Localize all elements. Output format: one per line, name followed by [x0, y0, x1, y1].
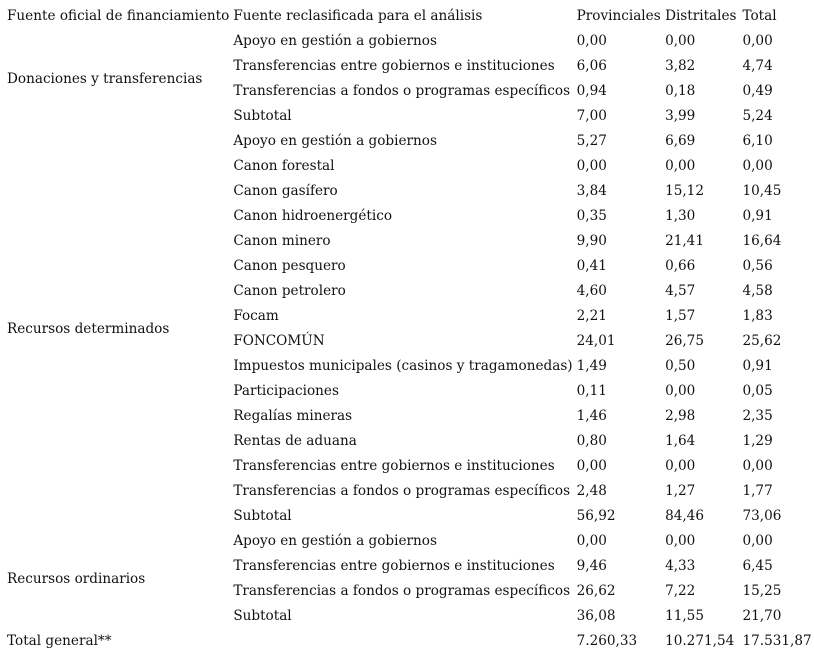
total-cell: 6,10 [742, 133, 773, 149]
distritales-cell: 21,41 [665, 233, 704, 249]
total-cell: 1,83 [742, 308, 773, 324]
source-cell: Transferencias entre gobiernos e instituciones [233, 458, 555, 474]
distritales-cell: 1,64 [665, 433, 696, 449]
source-cell: Apoyo en gestión a gobiernos [233, 533, 437, 549]
source-cell: Canon minero [233, 233, 331, 249]
distritales-cell: 1,57 [665, 308, 696, 324]
total-cell: 0,56 [742, 258, 773, 274]
group-label: Recursos determinados [7, 320, 170, 337]
provinciales-cell: 0,35 [576, 208, 607, 224]
table-row [5, 129, 814, 154]
total-provinciales: 7.260,33 [576, 633, 638, 649]
source-cell: Subtotal [233, 108, 292, 124]
total-cell: 0,05 [742, 383, 773, 399]
provinciales-cell: 26,62 [576, 583, 616, 599]
provinciales-cell: 0,94 [576, 83, 607, 99]
source-cell: FONCOMÚN [233, 333, 325, 349]
distritales-cell: 3,99 [665, 108, 696, 124]
total-cell: 4,58 [742, 283, 773, 299]
total-cell: 0,00 [742, 458, 773, 474]
financing-table [5, 4, 814, 654]
header-row [5, 4, 814, 29]
total-cell: 0,91 [742, 358, 773, 374]
source-cell: Transferencias entre gobiernos e instituciones [233, 58, 555, 74]
total-cell: 0,00 [742, 33, 773, 49]
provinciales-cell: 7,00 [576, 108, 607, 124]
source-cell: Apoyo en gestión a gobiernos [233, 33, 437, 49]
table-row [5, 529, 814, 554]
source-cell: Transferencias a fondos o programas específicos [233, 83, 571, 99]
distritales-cell: 3,82 [665, 58, 696, 74]
source-cell: Transferencias a fondos o programas específicos [233, 583, 571, 599]
total-empty-cell [231, 629, 574, 654]
header-distritales: Distritales [665, 8, 737, 24]
provinciales-cell: 2,48 [576, 483, 607, 499]
total-cell: 4,74 [742, 58, 773, 74]
provinciales-cell: 0,00 [576, 158, 607, 174]
provinciales-cell: 9,90 [576, 233, 607, 249]
table-row [5, 29, 814, 54]
provinciales-cell: 5,27 [576, 133, 607, 149]
total-cell: 15,25 [742, 583, 782, 599]
distritales-cell: 15,12 [665, 183, 704, 199]
total-cell: 10,45 [742, 183, 782, 199]
distritales-cell: 0,50 [665, 358, 696, 374]
distritales-cell: 1,30 [665, 208, 696, 224]
provinciales-cell: 0,80 [576, 433, 607, 449]
total-cell: 2,35 [742, 408, 773, 424]
distritales-cell: 11,55 [665, 608, 704, 624]
total-row [5, 629, 814, 654]
total-cell: 6,45 [742, 558, 773, 574]
header-fuente-reclasificada: Fuente reclasificada para el análisis [233, 8, 483, 24]
distritales-cell: 4,57 [665, 283, 696, 299]
total-cell: 16,64 [742, 233, 782, 249]
provinciales-cell: 0,11 [576, 383, 607, 399]
source-cell: Participaciones [233, 383, 339, 399]
total-cell: 1,77 [742, 483, 773, 499]
provinciales-cell: 1,49 [576, 358, 607, 374]
provinciales-cell: 0,00 [576, 458, 607, 474]
distritales-cell: 4,33 [665, 558, 696, 574]
provinciales-cell: 36,08 [576, 608, 616, 624]
distritales-cell: 0,00 [665, 383, 696, 399]
provinciales-cell: 56,92 [576, 508, 616, 524]
total-label: Total general** [7, 633, 112, 649]
total-cell: 5,24 [742, 108, 773, 124]
source-cell: Transferencias a fondos o programas específicos [233, 483, 571, 499]
group-label: Recursos ordinarios [7, 570, 146, 587]
provinciales-cell: 2,21 [576, 308, 607, 324]
source-cell: Canon hidroenergético [233, 208, 393, 224]
header-total: Total [742, 8, 777, 24]
distritales-cell: 0,00 [665, 458, 696, 474]
provinciales-cell: 3,84 [576, 183, 607, 199]
source-cell: Transferencias entre gobiernos e instituciones [233, 558, 555, 574]
distritales-cell: 0,00 [665, 33, 696, 49]
distritales-cell: 0,00 [665, 158, 696, 174]
distritales-cell: 84,46 [665, 508, 704, 524]
total-cell: 73,06 [742, 508, 782, 524]
source-cell: Regalías mineras [233, 408, 353, 424]
provinciales-cell: 0,41 [576, 258, 607, 274]
total-total: 17.531,87 [742, 633, 812, 649]
distritales-cell: 0,18 [665, 83, 696, 99]
source-cell: Canon pesquero [233, 258, 346, 274]
provinciales-cell: 6,06 [576, 58, 607, 74]
provinciales-cell: 1,46 [576, 408, 607, 424]
total-cell: 1,29 [742, 433, 773, 449]
source-cell: Canon forestal [233, 158, 335, 174]
total-cell: 0,00 [742, 533, 773, 549]
header-provinciales: Provinciales [576, 8, 661, 24]
total-cell: 0,49 [742, 83, 773, 99]
source-cell: Canon petrolero [233, 283, 346, 299]
source-cell: Subtotal [233, 608, 292, 624]
provinciales-cell: 0,00 [576, 33, 607, 49]
source-cell: Canon gasífero [233, 183, 338, 199]
source-cell: Impuestos municipales (casinos y tragamonedas) [233, 358, 573, 374]
distritales-cell: 0,66 [665, 258, 696, 274]
distritales-cell: 26,75 [665, 333, 704, 349]
source-cell: Rentas de aduana [233, 433, 357, 449]
header-fuente-oficial: Fuente oficial de financiamiento [7, 8, 230, 24]
provinciales-cell: 9,46 [576, 558, 607, 574]
total-cell: 25,62 [742, 333, 782, 349]
total-cell: 0,00 [742, 158, 773, 174]
source-cell: Focam [233, 308, 279, 324]
source-cell: Subtotal [233, 508, 292, 524]
distritales-cell: 6,69 [665, 133, 696, 149]
distritales-cell: 7,22 [665, 583, 696, 599]
provinciales-cell: 24,01 [576, 333, 616, 349]
table-body [5, 29, 814, 629]
provinciales-cell: 0,00 [576, 533, 607, 549]
distritales-cell: 0,00 [665, 533, 696, 549]
group-label: Donaciones y transferencias [7, 70, 203, 87]
total-cell: 0,91 [742, 208, 773, 224]
provinciales-cell: 4,60 [576, 283, 607, 299]
distritales-cell: 2,98 [665, 408, 696, 424]
source-cell: Apoyo en gestión a gobiernos [233, 133, 437, 149]
total-distritales: 10.271,54 [665, 633, 735, 649]
total-cell: 21,70 [742, 608, 782, 624]
distritales-cell: 1,27 [665, 483, 696, 499]
